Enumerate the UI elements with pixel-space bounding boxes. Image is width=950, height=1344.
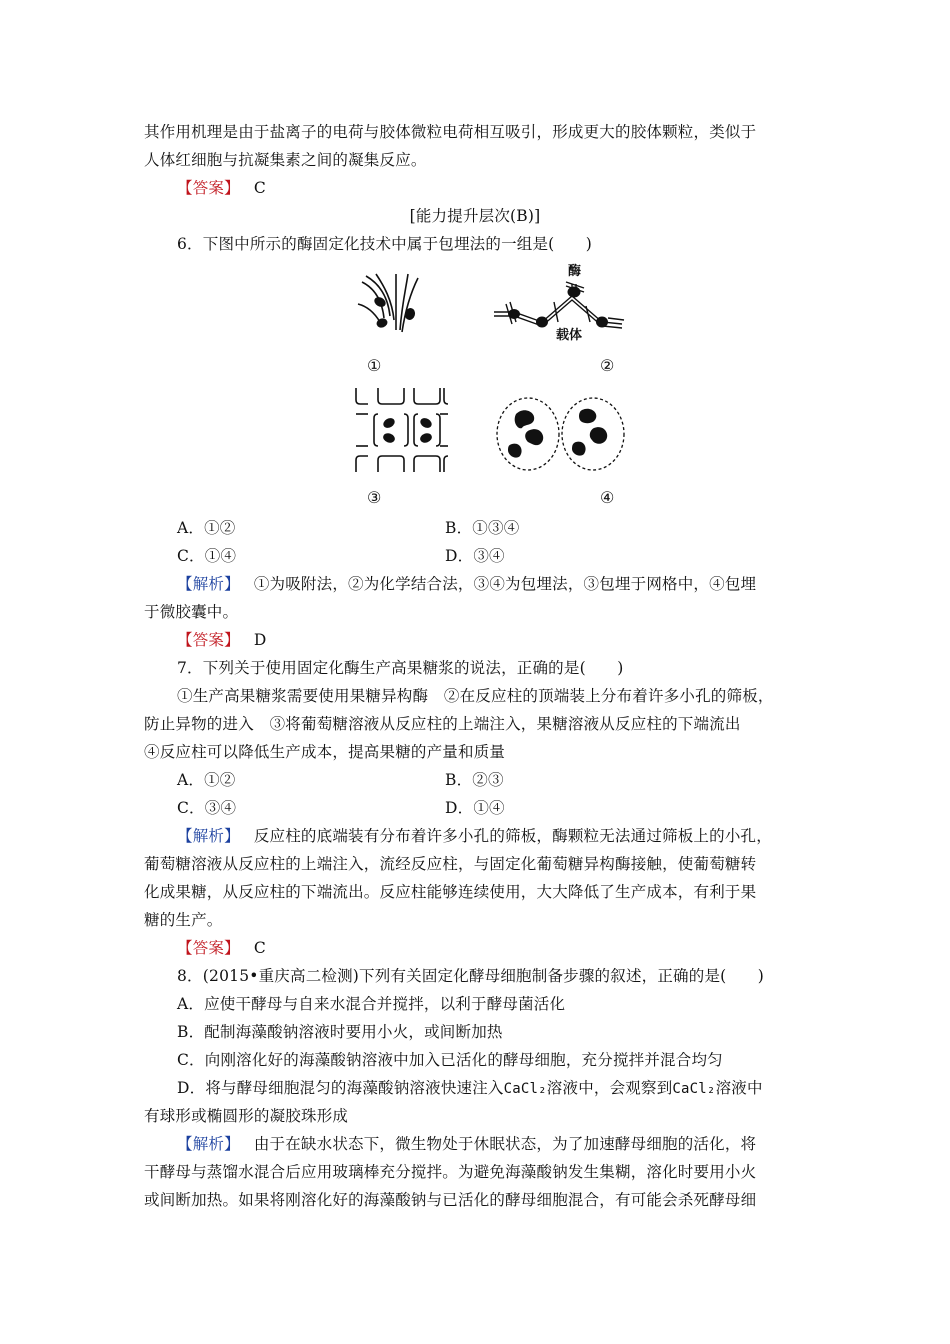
analysis-tag: 【解析】: [177, 1135, 240, 1153]
text-line: 于微胶囊中。: [144, 603, 239, 621]
q8-analysis: [177, 1133, 756, 1155]
q7-option-d: D．①④: [445, 799, 505, 817]
question-8: 8．(2015•重庆高二检测)下列有关固定化酵母细胞制备步骤的叙述，正确的是( ): [177, 967, 765, 985]
text-line: 防止异物的进入 ③将葡萄糖溶液从反应柱的上端注入，果糖溶液从反应柱的下端流出: [144, 715, 741, 733]
text-line: ①生产高果糖浆需要使用果糖异构酶 ②在反应柱的顶端装上分布着许多小孔的筛板，: [177, 687, 774, 705]
adsorption-figure: [352, 270, 430, 350]
text-line: 化成果糖，从反应柱的下端流出。反应柱能够连续使用，大大降低了生产成本，有利于果: [144, 883, 757, 901]
answer-tag: 【答案】: [177, 179, 240, 197]
analysis-text: 由于在缺水状态下，微生物处于休眠状态，为了加速酵母细胞的活化，将: [253, 1135, 757, 1153]
text-line: 有球形或椭圆形的凝胶珠形成: [144, 1107, 349, 1125]
text-span: 溶液中，会观察到: [546, 1079, 673, 1097]
text-span: 溶液中: [715, 1079, 763, 1097]
answer-tag: 【答案】: [177, 939, 240, 957]
analysis-text: ①为吸附法，②为化学结合法，③④为包埋法，③包埋于网格中，④包埋: [253, 575, 757, 593]
text-line: 或间断加热。如果将刚溶化好的海藻酸钠与已活化的酵母细胞混合，有可能会杀死酵母细: [144, 1191, 757, 1209]
q8-option-d: [177, 1077, 763, 1100]
figure-label-3: ③: [367, 488, 382, 507]
answer-tag: 【答案】: [177, 631, 240, 649]
answer-line-q5: [177, 177, 266, 199]
answer-value: C: [253, 939, 266, 957]
analysis-tag: 【解析】: [177, 827, 240, 845]
answer-value: C: [253, 179, 266, 197]
answer-line-q7: [177, 937, 266, 959]
q8-option-a: A．应使干酵母与自来水混合并搅拌，以利于酵母菌活化: [177, 995, 566, 1013]
enzyme-label: 酶: [568, 264, 582, 279]
analysis-tag: 【解析】: [177, 575, 240, 593]
figure-label-1: ①: [367, 356, 382, 375]
microcapsule-figure: [494, 394, 628, 474]
q7-option-a: A．①②: [177, 771, 236, 789]
section-heading: [能力提升层次(B)]: [409, 207, 541, 225]
q8-option-b: B．配制海藻酸钠溶液时要用小火，或间断加热: [177, 1023, 503, 1041]
q6-analysis: [177, 573, 756, 595]
figure-label-4: ④: [600, 488, 615, 507]
formula: CaCl₂: [503, 1081, 547, 1097]
text-line: 葡萄糖溶液从反应柱的上端注入，流经反应柱，与固定化葡萄糖异构酶接触，使葡萄糖转: [144, 855, 757, 873]
answer-line-q6: [177, 629, 266, 651]
q7-option-c: C．③④: [177, 799, 237, 817]
text-span: D．将与酵母细胞混匀的海藻酸钠溶液快速注入: [177, 1079, 504, 1097]
text-line: 干酵母与蒸馏水混合后应用玻璃棒充分搅拌。为避免海藻酸钠发生集糊，溶化时要用小火: [144, 1163, 757, 1181]
q7-option-b: B．②③: [445, 771, 504, 789]
grid-embedding-figure: [352, 384, 452, 476]
text-line: ④反应柱可以降低生产成本，提高果糖的产量和质量: [144, 743, 506, 761]
q8-option-c: C．向刚溶化好的海藻酸钠溶液中加入已活化的酵母细胞，充分搅拌并混合均匀: [177, 1051, 723, 1069]
carrier-label: 载体: [556, 328, 583, 343]
formula: CaCl₂: [672, 1081, 716, 1097]
text-line: 其作用机理是由于盐离子的电荷与胶体微粒电荷相互吸引，形成更大的胶体颗粒，类似于: [144, 123, 757, 141]
q6-option-b: B．①③④: [445, 519, 520, 537]
question-7: 7．下列关于使用固定化酶生产高果糖浆的说法，正确的是( ): [177, 659, 624, 677]
text-line: 糖的生产。: [144, 911, 223, 929]
q6-option-d: D．③④: [445, 547, 505, 565]
q7-analysis: [177, 825, 772, 847]
figure-label-2: ②: [600, 356, 615, 375]
answer-value: D: [253, 631, 267, 649]
analysis-text: 反应柱的底端装有分布着许多小孔的筛板，酶颗粒无法通过筛板上的小孔，: [253, 827, 772, 845]
q6-option-c: C．①④: [177, 547, 237, 565]
q6-option-a: A．①②: [177, 519, 236, 537]
question-6: 6．下图中所示的酶固定化技术中属于包埋法的一组是( ): [177, 235, 593, 253]
text-line: 人体红细胞与抗凝集素之间的凝集反应。: [144, 151, 427, 169]
